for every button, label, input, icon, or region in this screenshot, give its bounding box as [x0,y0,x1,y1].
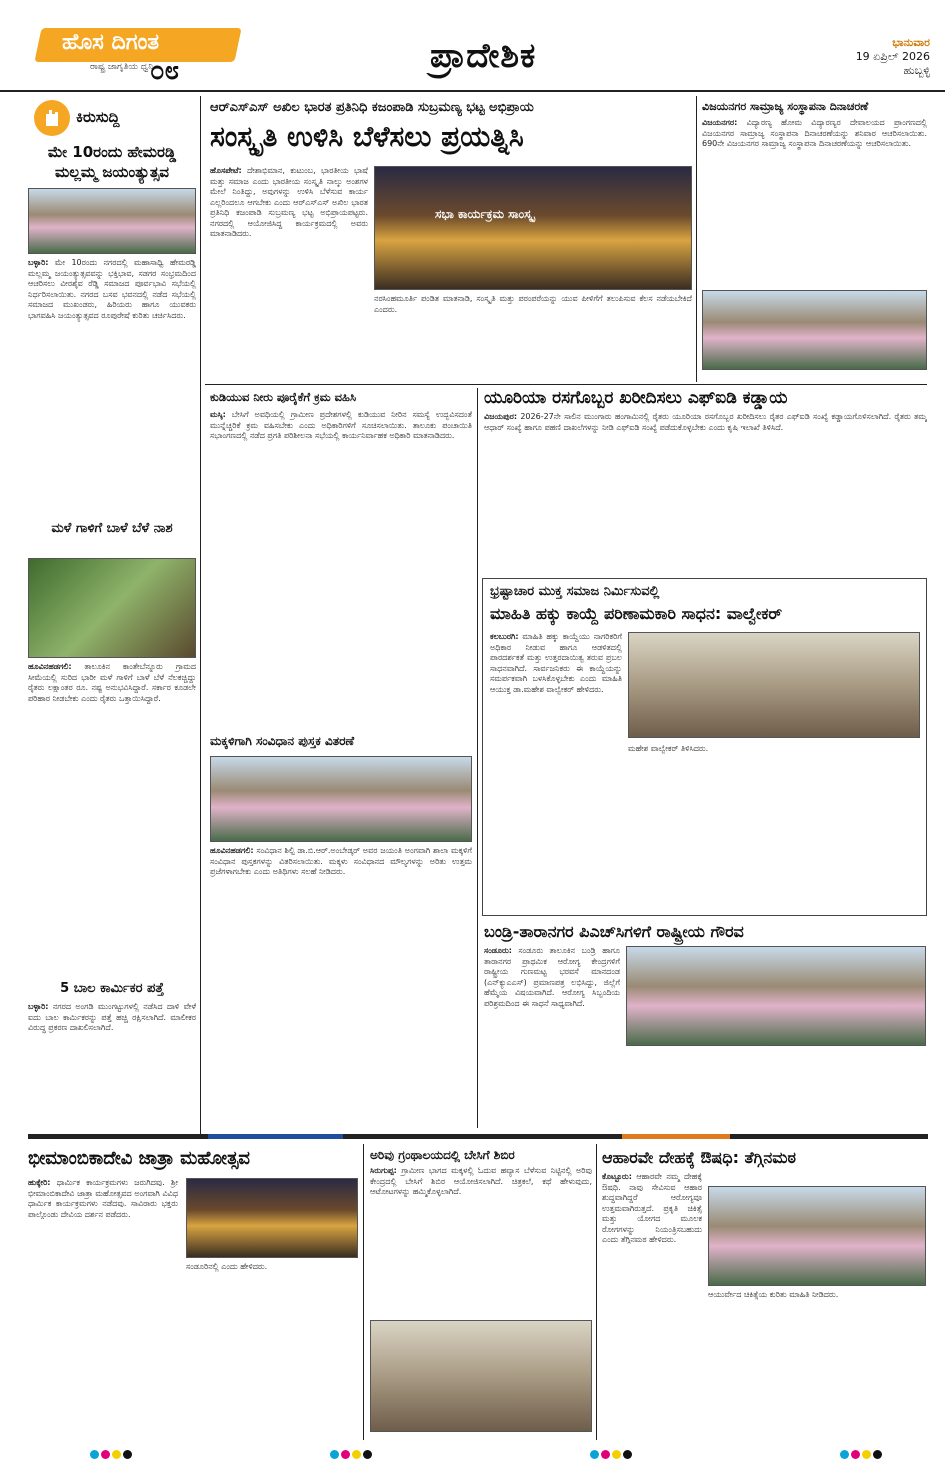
yellow-dot [862,1450,871,1459]
lead-dateline: ಹೊಸಪೇಟೆ: [210,166,242,175]
arivu-photo [370,1320,592,1432]
kudiyuva-body: ಬೇಸಿಗೆ ಅವಧಿಯಲ್ಲಿ ಗ್ರಾಮೀಣ ಪ್ರದೇಶಗಳಲ್ಲಿ ಕುಡಿಯುವ ನೀರಿನ ಸಮಸ್ಯೆ ಉದ್ಭವಿಸದಂತೆ ಮುನ್ನೆಚ್ಚರಿಕೆ ಕ್ರಮ ವಹಿಸಬೇಕು ಎಂದು ಅಧಿಕಾರಿಗಳಿಗೆ ಸೂಚಿಸಲಾಯಿತು. ತಾಲೂಕು ಪಂಚಾಯಿತಿ ಸಭಾಂಗಣದಲ್ಲಿ ನಡೆದ ಪ್ರಗತಿ ಪರಿಶೀಲನಾ ಸಭೆಯಲ್ಲಿ ಕಾರ್ಯನಿರ್ವಾಹಕ ಅಧಿಕಾರಿ ಮಾತನಾಡಿದರು. [210,410,472,440]
lead-banner-text: ಸಭಾ ಕಾರ್ಯಕ್ರಮ ಸಾಂಸ್ಕೃ [435,207,535,221]
day-label: ಭಾನುವಾರ [892,36,930,49]
vijayanagara-article [702,118,927,284]
aharave-dateline: ಕೊಟ್ಟೂರು: [602,1172,632,1181]
yuria-article [484,412,927,572]
lead-photo [374,166,692,290]
kiru-body-3: ನಗರದ ಅಂಗಡಿ ಮುಂಗಟ್ಟುಗಳಲ್ಲಿ ನಡೆಸಿದ ದಾಳಿ ವೇಳೆ ಐದು ಬಾಲ ಕಾರ್ಮಿಕರನ್ನು ಪತ್ತೆ ಹಚ್ಚಿ ರಕ್ಷಿಸಲಾಗಿದೆ. ಮಾಲೀಕರ ವಿರುದ್ಧ ಪ್ರಕರಣ ದಾಖಲಿಸಲಾಗಿದೆ. [28,1002,196,1032]
kiru-photo-2 [28,558,196,658]
bhimambika-body: ಧಾರ್ಮಿಕ ಕಾರ್ಯಕ್ರಮಗಳು ಜರುಗಿದವು. ಶ್ರೀ ಭೀಮಾಂಬಿಕಾದೇವಿ ಜಾತ್ರಾ ಮಹೋತ್ಸವದ ಅಂಗವಾಗಿ ವಿವಿಧ ಧಾರ್ಮಿಕ ಕಾರ್ಯಕ್ರಮಗಳು ನಡೆದವು. ಸಾವಿರಾರು ಭಕ್ತರು ಪಾಲ್ಗೊಂಡು ದೇವಿಯ ದರ್ಶನ ಪಡೆದರು. [28,1178,178,1219]
yellow-dot [612,1450,621,1459]
hand-icon [34,100,70,136]
kiru-article-2 [28,662,196,962]
vijayanagara-dateline: ವಿಜಯನಗರ: [702,118,738,127]
yellow-dot [112,1450,121,1459]
bandri-dateline: ಸಂಡೂರು: [484,946,512,955]
vijayanagara-body: ವಿದ್ಯಾರಣ್ಯ ಹೋಮ ವಿದ್ಯಾರಣ್ಯರ ದೇವಾಲಯದ ಪ್ರಾಂಗಣದಲ್ಲಿ ವಿಜಯನಗರ ಸಾಮ್ರಾಜ್ಯ ಸಂಸ್ಥಾಪನಾ ದಿನಾಚರಣೆಯನ್ನು ಶನಿವಾರ ಆಚರಿಸಲಾಯಿತು. 690ನೇ ವಿಜಯನಗರ ಸಾಮ್ರಾಜ್ಯ ಸಂಸ್ಥಾಪನಾ ದಿನಾಚರಣೆಯನ್ನು ಆಚರಿಸಲಾಯಿತು. [702,118,927,148]
cyan-dot [330,1450,339,1459]
kiru-dateline-3: ಬಳ್ಳಾರಿ: [28,1002,49,1011]
row-divider [205,384,927,385]
kudiyuva-article [210,410,472,726]
section-divider-bar [28,1134,928,1139]
cyan-dot [90,1450,99,1459]
kudiyuva-dateline: ಮಸ್ಕಿ: [210,410,226,419]
yuria-headline: ಯೂರಿಯಾ ರಸಗೊಬ್ಬರ ಖರೀದಿಸಲು ಎಫ್‌ಐಡಿ ಕಡ್ಡಾಯ [484,388,788,408]
printer-registration-marks [330,1444,374,1463]
rti-article [490,632,622,912]
black-dot [623,1450,632,1459]
kirusuddi-header [28,98,188,140]
rti-headline: ಮಾಹಿತಿ ಹಕ್ಕು ಕಾಯ್ದೆ ಪರಿಣಾಮಕಾರಿ ಸಾಧನ: ವಾಲ್ವೇಕರ್ [490,604,783,623]
kiru-article-1 [28,258,196,508]
bhimambika-caption: ಸಂಡೂರಿನಲ್ಲಿ ಎಂದು ಹೇಳಿದರು. [186,1262,268,1271]
rti-kicker: ಭ್ರಷ್ಟಾಚಾರ ಮುಕ್ತ ಸಮಾಜ ನಿರ್ಮಿಸುವಲ್ಲಿ [490,584,660,599]
lead-headline: ಸಂಸ್ಕೃತಿ ಉಳಿಸಿ ಬೆಳೆಸಲು ಪ್ರಯತ್ನಿಸಿ [210,120,524,153]
black-dot [123,1450,132,1459]
bandri-article [484,946,620,1126]
bandri-body: ಸಂಡೂರು ತಾಲೂಕಿನ ಬಂಡ್ರಿ ಹಾಗೂ ತಾರಾನಗರ ಪ್ರಾಥಮಿಕ ಆರೋಗ್ಯ ಕೇಂದ್ರಗಳಿಗೆ ರಾಷ್ಟ್ರೀಯ ಗುಣಮಟ್ಟ ಭರವಸೆ ಮಾನದಂಡ (ಎನ್‌ಕ್ಯುಎಎಸ್) ಪ್ರಮಾಣಪತ್ರ ಲಭಿಸಿದ್ದು, ಜಿಲ್ಲೆಗೆ ಹೆಮ್ಮೆಯ ವಿಷಯವಾಗಿದೆ. ಆರೋಗ್ಯ ಸಿಬ್ಬಂದಿಯ ಪರಿಶ್ರಮದಿಂದ ಈ ಸಾಧನೆ ಸಾಧ್ಯವಾಗಿದೆ. [484,946,620,1008]
date-label: 19 ಏಪ್ರಿಲ್ 2026 [855,50,930,63]
arivu-article [370,1166,592,1316]
cyan-dot [840,1450,849,1459]
kiru-body-2: ತಾಲೂಕಿನ ಕಾಂತೇಬೆನ್ನೂರು ಗ್ರಾಮದ ಸೀಮೆಯಲ್ಲಿ ಸುರಿದ ಭಾರೀ ಮಳೆ ಗಾಳಿಗೆ ಬಾಳೆ ಬೆಳೆ ನೆಲಕಚ್ಚಿದ್ದು ರೈತರು ಲಕ್ಷಾಂತರ ರೂ. ನಷ್ಟ ಅನುಭವಿಸಿದ್ದಾರೆ. ಸರ್ಕಾರ ಕೂಡಲೇ ಪರಿಹಾರ ನೀಡಬೇಕು ಎಂದು ರೈತರು ಒತ್ತಾಯಿಸಿದ್ದಾರೆ. [28,662,196,703]
printer-registration-marks [590,1444,634,1463]
makkalige-body: ಸಂವಿಧಾನ ಶಿಲ್ಪಿ ಡಾ.ಬಿ.ಆರ್.ಅಂಬೇಡ್ಕರ್ ಅವರ ಜಯಂತಿ ಅಂಗವಾಗಿ ಶಾಲಾ ಮಕ್ಕಳಿಗೆ ಸಂವಿಧಾನ ಪುಸ್ತಕಗಳನ್ನು ವಿತರಿಸಲಾಯಿತು. ಮಕ್ಕಳು ಸಂವಿಧಾನದ ಮೌಲ್ಯಗಳನ್ನು ಅರಿತು ಉತ್ತಮ ಪ್ರಜೆಗಳಾಗಬೇಕು ಎಂದು ಅತಿಥಿಗಳು ಸಲಹೆ ನೀಡಿದರು. [210,846,472,876]
magenta-dot [601,1450,610,1459]
bandri-headline: ಬಂಡ್ರಿ-ತಾರಾನಗರ ಪಿಎಚ್‌ಸಿಗಳಿಗೆ ರಾಷ್ಟ್ರೀಯ ಗೌರವ [484,922,744,941]
newspaper-logo: ಹೊಸ ದಿಗಂತ [62,30,160,55]
column-divider [696,96,697,382]
kiru-photo-1 [28,188,196,254]
rti-body: ಮಾಹಿತಿ ಹಕ್ಕು ಕಾಯ್ದೆಯು ನಾಗರಿಕರಿಗೆ ಅಧಿಕಾರ ನೀಡುವ ಹಾಗೂ ಆಡಳಿತದಲ್ಲಿ ಪಾರದರ್ಶಕತೆ ಮತ್ತು ಉತ್ತರದಾಯಿತ್ವ ತರುವ ಪ್ರಬಲ ಸಾಧನವಾಗಿದೆ. ಸಾರ್ವಜನಿಕರು ಈ ಕಾಯ್ದೆಯನ್ನು ಸಮರ್ಪಕವಾಗಿ ಬಳಸಿಕೊಳ್ಳಬೇಕು ಎಂದು ಮಾಹಿತಿ ಆಯುಕ್ತ ಡಾ.ಮಹೇಶ ವಾಲ್ವೇಕರ್ ಹೇಳಿದರು. [490,632,622,694]
lead-article [210,166,368,376]
cyan-dot [590,1450,599,1459]
kirusuddi-label: ಕಿರುಸುದ್ದಿ [76,108,120,126]
aharave-body: ಆಹಾರವೇ ನಮ್ಮ ದೇಹಕ್ಕೆ ಔಷಧಿ. ನಾವು ಸೇವಿಸುವ ಆಹಾರ ಶುದ್ಧವಾಗಿದ್ದರೆ ಆರೋಗ್ಯವೂ ಉತ್ತಮವಾಗಿರುತ್ತದೆ. ಪ್ರಕೃತಿ ಚಿಕಿತ್ಸೆ ಮತ್ತು ಯೋಗದ ಮೂಲಕ ರೋಗಗಳನ್ನು ನಿಯಂತ್ರಿಸಬಹುದು ಎಂದು ತೆಗ್ಗಿನಮಠ ಹೇಳಿದರು. [602,1172,702,1244]
kiru-body-1: ಮೇ 10ರಂದು ನಗರದಲ್ಲಿ ಮಹಾಸಾಧ್ವಿ ಹೇಮರಡ್ಡಿ ಮಲ್ಲಮ್ಮ ಜಯಂತ್ಯುತ್ಸವವನ್ನು ಭಕ್ತಿಭಾವ, ಸಡಗರ ಸಂಭ್ರಮದಿಂದ ಆಚರಿಸಲು ವೀರಶೈವ ರೆಡ್ಡಿ ಸಮಾಜದ ಪೂರ್ವಭಾವಿ ಸಭೆಯಲ್ಲಿ ನಿರ್ಧರಿಸಲಾಯಿತು. ನಗರದ ಬಸವ ಭವನದಲ್ಲಿ ನಡೆದ ಸಭೆಯಲ್ಲಿ ಸಮಾಜದ ಮುಖಂಡರು, ಹಿರಿಯರು ಹಾಗೂ ಯುವಕರು ಭಾಗವಹಿಸಿ ಜಯಂತ್ಯುತ್ಸವದ ರೂಪುರೇಷೆ ಕುರಿತು ಚರ್ಚಿಸಿದರು. [28,258,196,320]
kudiyuva-headline: ಕುಡಿಯುವ ನೀರು ಪೂರೈಕೆಗೆ ಕ್ರಮ ವಹಿಸಿ [210,390,357,404]
bhimambika-article [28,1178,178,1440]
kiru-headline-3: 5 ಬಾಲ ಕಾರ್ಮಿಕರ ಪತ್ತೆ [60,981,164,996]
dateline-block [820,36,930,78]
aharave-headline: ಆಹಾರವೇ ದೇಹಕ್ಕೆ ಔಷಧಿ: ತೆಗ್ಗಿನಮಠ [602,1148,796,1167]
kiru-article-3 [28,1002,196,1122]
bhimambika-dateline: ಹುಕ್ಕೇರಿ: [28,1178,51,1187]
bandri-photo [626,946,926,1046]
aharave-photo [708,1186,926,1286]
makkalige-headline: ಮಕ್ಕಳಿಗಾಗಿ ಸಂವಿಧಾನ ಪುಸ್ತಕ ವಿತರಣೆ [210,734,355,748]
vijayanagara-headline: ವಿಜಯನಗರ ಸಾಮ್ರಾಜ್ಯ ಸಂಸ್ಥಾಪನಾ ದಿನಾಚರಣೆ [702,100,869,113]
magenta-dot [101,1450,110,1459]
column-divider [596,1144,597,1440]
magenta-dot [851,1450,860,1459]
printer-registration-marks [840,1444,884,1463]
magenta-dot [341,1450,350,1459]
rti-photo [628,632,920,738]
yellow-dot [352,1450,361,1459]
aharave-article [602,1172,702,1434]
black-dot [363,1450,372,1459]
column-divider [200,96,201,1136]
masthead [0,0,945,92]
column-divider [477,388,478,1128]
makkalige-dateline: ಹೂವಿನಹಡಗಲಿ: [210,846,254,855]
black-dot [873,1450,882,1459]
column-divider [363,1144,364,1440]
kiru-headline-2: ಮಳೆ ಗಾಳಿಗೆ ಬಾಳೆ ಬೆಳೆ ನಾಶ [51,521,173,536]
rti-dateline: ಕಲಬುರಗಿ: [490,632,519,641]
printer-registration-marks [90,1444,134,1463]
logo-tagline: ರಾಷ್ಟ್ರ ಜಾಗೃತಿಯ ಧ್ವನಿ [90,62,154,72]
arivu-body: ಗ್ರಾಮೀಣ ಭಾಗದ ಮಕ್ಕಳಲ್ಲಿ ಓದುವ ಹವ್ಯಾಸ ಬೆಳೆಸುವ ನಿಟ್ಟಿನಲ್ಲಿ ಅರಿವು ಕೇಂದ್ರದಲ್ಲಿ ಬೇಸಿಗೆ ಶಿಬಿರ ಆಯೋಜಿಸಲಾಗಿದೆ. ಚಿತ್ರಕಲೆ, ಕಥೆ ಹೇಳುವುದು, ಆಟೋಟಗಳನ್ನು ಹಮ್ಮಿಕೊಳ್ಳಲಾಗಿದೆ. [370,1166,592,1196]
rti-caption: ಮಹೇಶ ವಾಲ್ವೇಕರ್ ತಿಳಿಸಿದರು. [628,744,709,753]
bhimambika-headline: ಭೀಮಾಂಬಿಕಾದೇವಿ ಜಾತ್ರಾ ಮಹೋತ್ಸವ [28,1148,250,1169]
yuria-body: 2026-27ನೇ ಸಾಲಿನ ಮುಂಗಾರು ಹಂಗಾಮಿನಲ್ಲಿ ರೈತರು ಯೂರಿಯಾ ರಸಗೊಬ್ಬರ ಖರೀದಿಸಲು ರೈತರ ಎಫ್‌ಐಡಿ ಸಂಖ್ಯೆ ಕಡ್ಡಾಯಗೊಳಿಸಲಾಗಿದೆ. ರೈತರು ತಮ್ಮ ಆಧಾರ್ ಸಂಖ್ಯೆ ಹಾಗೂ ಪಹಣಿ ದಾಖಲೆಗಳನ್ನು ನೀಡಿ ಎಫ್‌ಐಡಿ ಸಂಖ್ಯೆ ಪಡೆದುಕೊಳ್ಳಬೇಕು ಎಂದು ಕೃಷಿ ಇಲಾಖೆ ತಿಳಿಸಿದೆ. [484,412,927,432]
vijayanagara-photo [702,290,927,370]
lead-body: ದೇಶಾಭಿಮಾನ, ಕುಟುಂಬ, ಭಾರತೀಯ ಭಾಷೆ ಮತ್ತು ಸಮಾಜ ಎಂದು ಭಾರತೀಯ ಸಂಸ್ಕೃತಿ ನಾಲ್ಕು ಅಂಶಗಳ ಮೇಲೆ ನಿಂತಿದ್ದು, ಅವುಗಳನ್ನು ಉಳಿಸಿ ಬೆಳೆಸುವ ಕಾರ್ಯ ಎಲ್ಲರಿಂದಲೂ ಆಗಬೇಕು ಎಂದು ಆರ್‌ಎಸ್‌ಎಸ್ ಅಖಿಲ ಭಾರತ ಪ್ರತಿನಿಧಿ ಕಜಂಪಾಡಿ ಸುಬ್ರಮಣ್ಯ ಭಟ್ಟ ಅಭಿಪ್ರಾಯಪಟ್ಟರು. ನಗರದಲ್ಲಿ ಆಯೋಜಿಸಿದ್ದ ಕಾರ್ಯಕ್ರಮದಲ್ಲಿ ಅವರು ಮಾತನಾಡಿದರು. [210,166,368,238]
makkalige-article [210,846,472,1126]
section-title: ಪ್ರಾದೇಶಿಕ [430,36,537,76]
kiru-headline-1: ಮೇ 10ರಂದು ಹೇಮರಡ್ಡಿ ಮಲ್ಲಮ್ಮ ಜಯಂತ್ಯುತ್ಸವ [47,143,177,181]
arivu-dateline: ಸಿರುಗುಪ್ಪ: [370,1166,397,1175]
kiru-dateline-1: ಬಳ್ಳಾರಿ: [28,258,49,267]
lead-caption: ನರಸಿಂಹಮೂರ್ತಿ ಪಂಡಿತ ಮಾತನಾಡಿ, ಸಂಸ್ಕೃತಿ ಮತ್ತು ಪರಂಪರೆಯನ್ನು ಯುವ ಪೀಳಿಗೆಗೆ ತಲುಪಿಸುವ ಕೆಲಸ ನಡೆಯಬೇಕಿದೆ ಎಂದರು. [374,294,692,314]
kiru-dateline-2: ಹೂವಿನಹಡಗಲಿ: [28,662,72,671]
lead-kicker: ಆರ್‌ಎಸ್‌ಎಸ್ ಅಖಿಲ ಭಾರತ ಪ್ರತಿನಿಧಿ ಕಜಂಪಾಡಿ ಸುಬ್ರಮಣ್ಯ ಭಟ್ಟ ಅಭಿಪ್ರಾಯ [210,100,534,115]
arivu-headline: ಅರಿವು ಗ್ರಂಥಾಲಯದಲ್ಲಿ ಬೇಸಿಗೆ ಶಿಬಿರ [370,1148,515,1162]
makkalige-photo [210,756,472,842]
aharave-caption: ಆಯುರ್ವೇದ ಚಿಕಿತ್ಸೆಯ ಕುರಿತು ಮಾಹಿತಿ ನೀಡಿದರು. [708,1290,839,1299]
page-number: ೦೮ [150,56,180,86]
city-label: ಹುಬ್ಬಳ್ಳಿ [903,64,930,77]
yuria-dateline: ವಿಜಯಪುರ: [484,412,518,421]
bhimambika-photo [186,1178,358,1258]
